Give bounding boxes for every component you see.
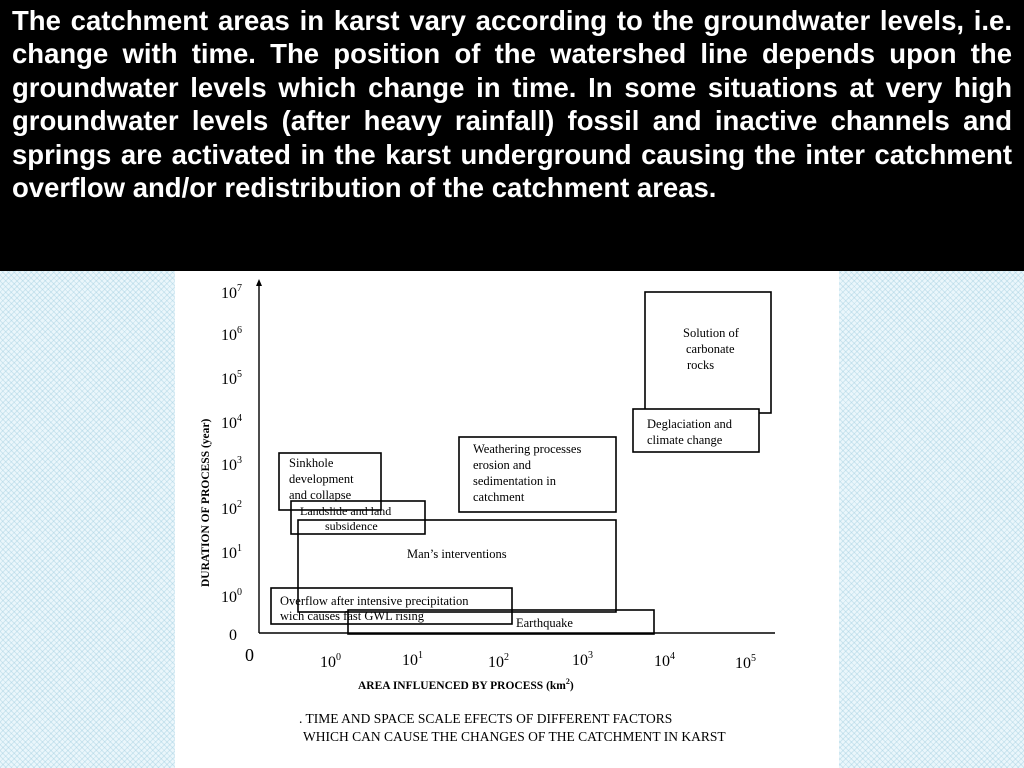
x-tick-label: $10^1$ bbox=[402, 650, 423, 669]
box-solution-of-carbonate-rocks bbox=[645, 292, 771, 413]
box-deglaciation-and-climate-change bbox=[633, 409, 759, 452]
svg-text:development: development bbox=[289, 472, 354, 486]
svg-text:Weathering processes: Weathering processes bbox=[473, 442, 582, 456]
diagram-canvas bbox=[175, 271, 839, 768]
svg-text:sedimentation in: sedimentation in bbox=[473, 474, 556, 488]
header-panel bbox=[0, 0, 1024, 271]
y-tick-label: $10^1$ bbox=[221, 543, 242, 562]
svg-text:climate change: climate change bbox=[647, 433, 723, 447]
y-tick-label: $10^4$ bbox=[221, 413, 242, 432]
svg-text:wich causes fast GWL rising: wich causes fast GWL rising bbox=[280, 609, 424, 623]
svg-text:subsidence: subsidence bbox=[325, 519, 378, 533]
x-axis-title: AREA INFLUENCED BY PROCESS $(km^2)$ bbox=[358, 677, 574, 692]
y-tick-label: $10^2$ bbox=[221, 499, 242, 518]
x-tick-label: $10^3$ bbox=[572, 650, 593, 669]
svg-text:and collapse: and collapse bbox=[289, 488, 352, 502]
box-landslide-and-land-subsidence bbox=[291, 501, 425, 534]
x-tick-label: $10^0$ bbox=[320, 652, 341, 671]
svg-text:Overflow after intensive preci: Overflow after intensive precipitation bbox=[280, 594, 469, 608]
y-tick-labels bbox=[221, 283, 242, 644]
header-paragraph: The catchment areas in karst vary according to the groundwater levels, i.e. change with time. The position of the watershed line depends upon the groundwater levels which change in time. In some situations at very high groundwater levels (after heavy rainfall) fossil and inactive channels and springs are activated in the karst underground causing the inter catchment overflow and/or redistribution of the catchment areas. bbox=[12, 5, 1012, 204]
diagram-figure bbox=[175, 271, 839, 768]
caption-line-1: . TIME AND SPACE SCALE EFECTS OF DIFFERENT FACTORS bbox=[299, 711, 673, 726]
x-tick-label: $10^2$ bbox=[488, 652, 509, 671]
caption-line-2: WHICH CAN CAUSE THE CHANGES OF THE CATCHMENT IN KARST bbox=[303, 729, 726, 744]
y-tick-label: $10^3$ bbox=[221, 455, 242, 474]
y-tick-label: $10^0$ bbox=[221, 587, 242, 606]
y-axis-arrow bbox=[256, 279, 262, 286]
svg-text:Man’s interventions: Man’s interventions bbox=[407, 547, 507, 561]
svg-text:erosion and: erosion and bbox=[473, 458, 531, 472]
svg-text:rocks: rocks bbox=[687, 358, 715, 372]
y-tick-label: $10^5$ bbox=[221, 369, 242, 388]
y-tick-label-zero: 0 bbox=[229, 627, 237, 644]
svg-text:Landslide and land: Landslide and land bbox=[300, 504, 392, 518]
y-tick-label: $10^6$ bbox=[221, 325, 242, 344]
x-tick-label: $10^4$ bbox=[654, 651, 675, 670]
y-tick-label: $10^7$ bbox=[221, 283, 242, 302]
x-tick-label-zero: 0 bbox=[245, 645, 254, 665]
y-axis-title: DURATION OF PROCESS (year) bbox=[200, 418, 212, 587]
svg-text:Solution of: Solution of bbox=[683, 326, 739, 340]
box-overflow-after-intensive-precipitation bbox=[271, 588, 512, 624]
x-tick-label: $10^5$ bbox=[735, 653, 756, 672]
svg-text:Earthquake: Earthquake bbox=[516, 616, 573, 630]
svg-text:carbonate: carbonate bbox=[686, 342, 735, 356]
box-weathering-processes bbox=[459, 437, 616, 512]
x-tick-labels bbox=[245, 645, 756, 672]
svg-text:Deglaciation and: Deglaciation and bbox=[647, 417, 733, 431]
svg-text:Sinkhole: Sinkhole bbox=[289, 456, 334, 470]
svg-text:catchment: catchment bbox=[473, 490, 525, 504]
